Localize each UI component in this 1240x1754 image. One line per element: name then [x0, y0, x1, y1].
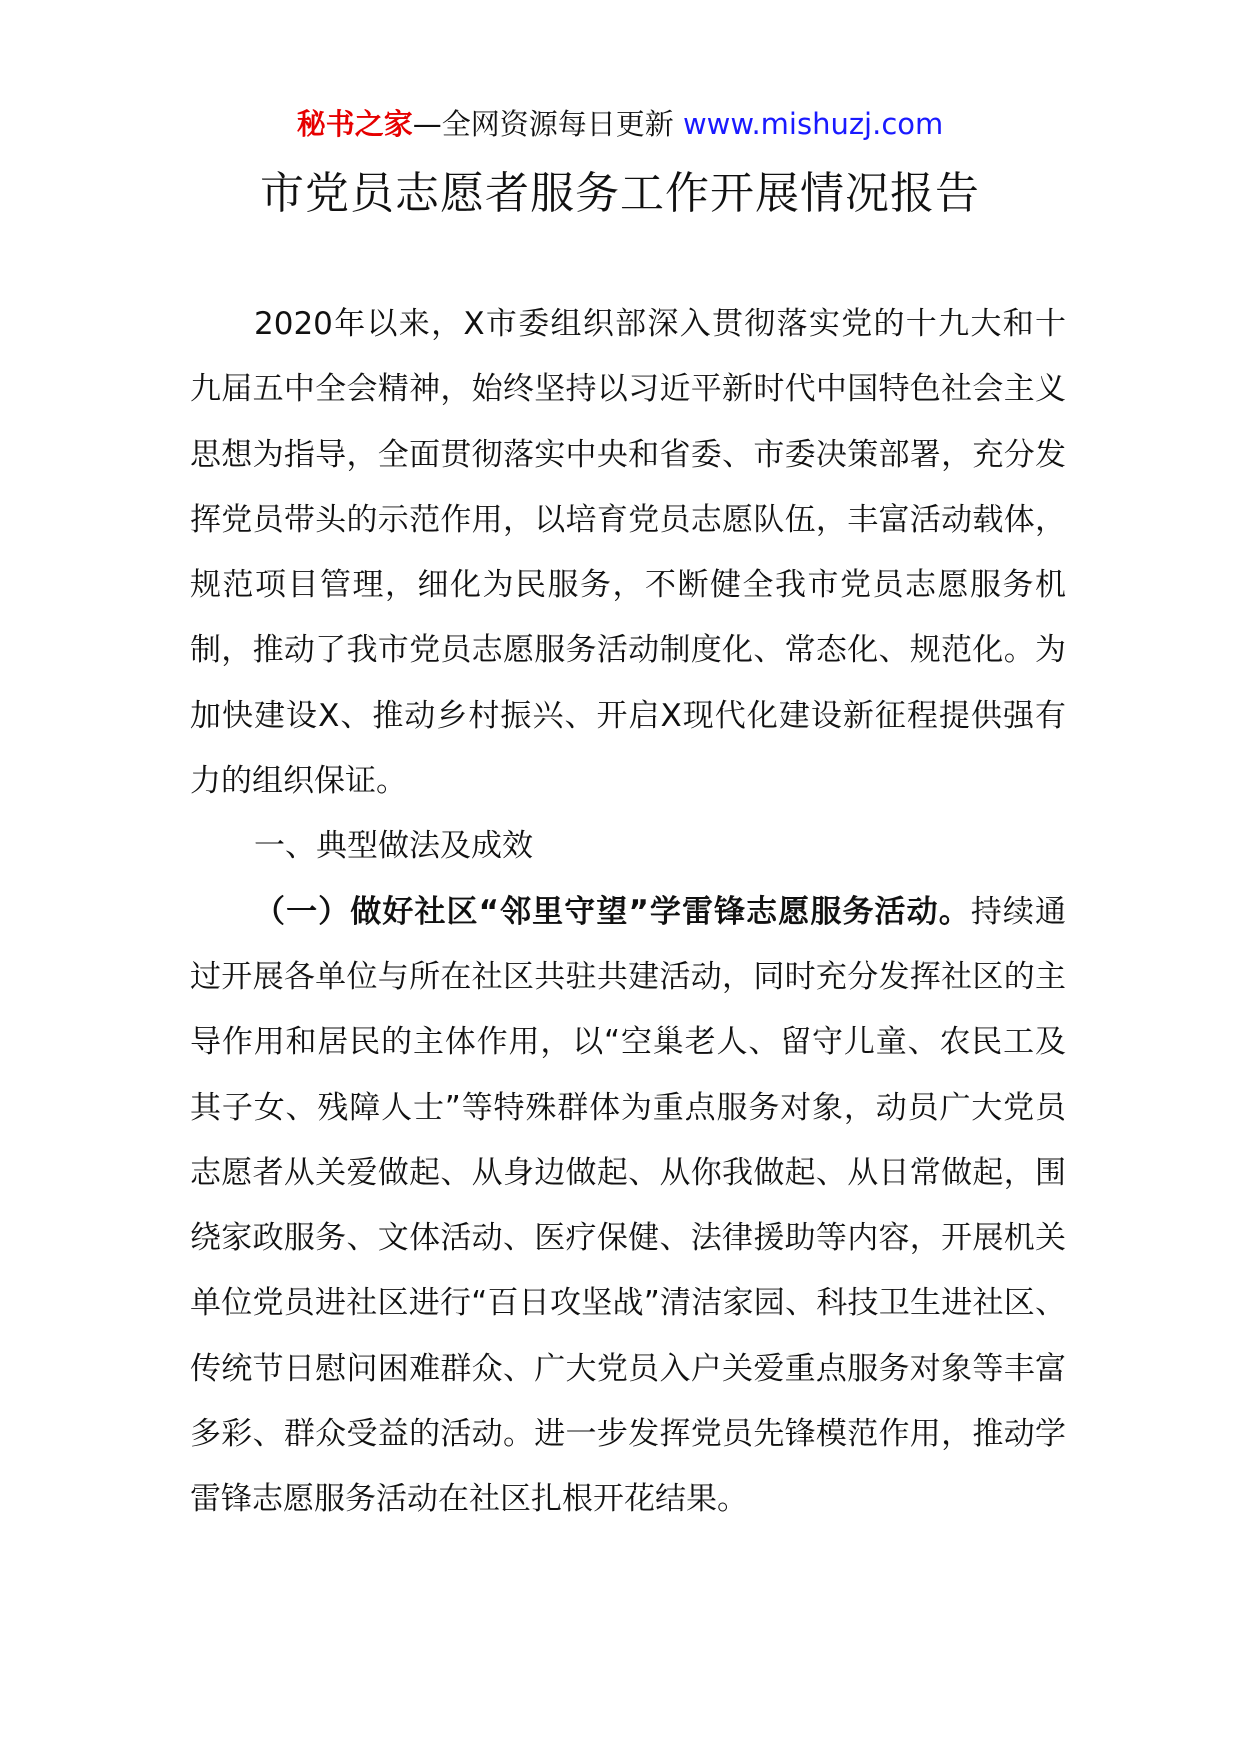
section-heading: 一、典型做法及成效 — [254, 828, 533, 865]
header-slogan: —全网资源每日更新 — [412, 107, 674, 141]
intro-paragraph: 2020年以来，X市委组织部深入贯彻落实党的十九大和十九届五中全会精神，始终坚持以习近平新时代中国特色社会主义思想为指导，全面贯彻落实中央和省委、市委决策部署，充分发挥党员带头的示范作用，以培育党员志愿队伍，丰富活动载体，规范项目管理，细化为民服务，不断健全我市党员志愿服务机制，推动了我市党员志愿服务活动制度化、常态化、规范化。为加快建设X、推动乡村振兴、开启X现代化建设新征程提供强有力的组织保证。 — [190, 306, 1066, 800]
subsection-block — [190, 880, 1066, 1533]
subsection-body: 持续通过开展各单位与所在社区共驻共建活动，同时充分发挥社区的主导作用和居民的主体作用，以“空巢老人、留守儿童、农民工及其子女、残障人士”等特殊群体为重点服务对象，动员广大党员志愿者从关爱做起、从身边做起、从你我做起、从日常做起，围绕家政服务、文体活动、医疗保健、法律援助等内容，开展机关单位党员进社区进行“百日攻坚战”清洁家园、科技卫生进社区、传统节日慰问困难群众、广大党员入户关爱重点服务对象等丰富多彩、群众受益的活动。进一步发挥党员先锋模范作用，推动学雷锋志愿服务活动在社区扎根开花结果。 — [190, 893, 1067, 1518]
site-url-link[interactable]: www.mishuzj.com — [682, 107, 944, 141]
brand-name: 秘书之家 — [296, 107, 413, 141]
subsection-heading: （一）做好社区“邻里守望”学雷锋志愿服务活动。 — [254, 893, 971, 930]
site-header — [0, 104, 1240, 144]
document-title: 市党员志愿者服务工作开展情况报告 — [260, 168, 980, 219]
document-body — [190, 292, 1066, 1533]
